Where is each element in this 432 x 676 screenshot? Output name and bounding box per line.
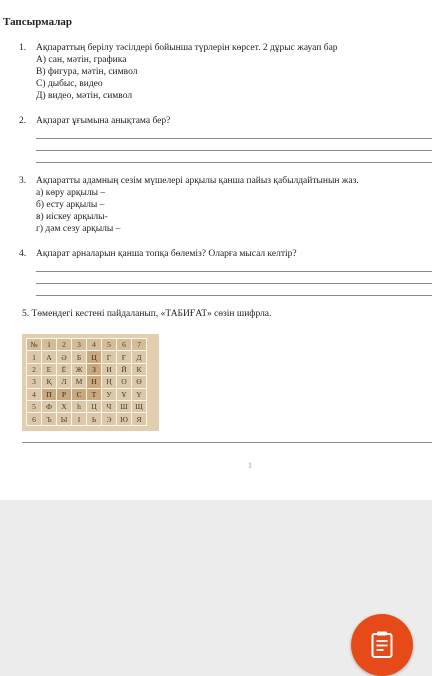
- header-cell: 2: [57, 339, 72, 351]
- cipher-table: [26, 338, 147, 426]
- table-cell: Л: [57, 376, 72, 388]
- table-cell: И: [102, 363, 117, 375]
- answer-line[interactable]: [36, 283, 432, 284]
- header-cell: №: [27, 339, 42, 351]
- table-cell: К: [132, 363, 147, 375]
- option-a: А) сан, мәтін, графика: [36, 55, 127, 65]
- table-cell: Ы: [57, 413, 72, 425]
- table-cell: Ш: [117, 400, 132, 412]
- question-number: 4.: [19, 249, 27, 259]
- table-cell: 3: [27, 376, 42, 388]
- header-cell: 5: [102, 339, 117, 351]
- option-c: С) дыбыс, видео: [36, 79, 103, 89]
- question-5: 5. Төмендегі кестені пайдаланып, «ТАБИҒАТ» сөзін шифрла.: [22, 309, 272, 319]
- table-cell: Ъ: [42, 413, 57, 425]
- table-cell: 6: [27, 413, 42, 425]
- answer-line[interactable]: [22, 442, 432, 443]
- table-row: [27, 388, 147, 400]
- option-b: б) есту арқылы –: [36, 200, 105, 210]
- header-cell: 3: [72, 339, 87, 351]
- table-cell: Ө: [132, 376, 147, 388]
- question-text: Ақпарат арналарын қанша топқа бөлеміз? Оларға мысал келтір?: [36, 249, 297, 259]
- table-cell: Ч: [102, 400, 117, 412]
- answer-line[interactable]: [36, 271, 432, 272]
- document-fab-button[interactable]: [351, 614, 413, 676]
- table-cell: 2: [27, 363, 42, 375]
- table-cell: У: [102, 388, 117, 400]
- table-row: [27, 400, 147, 412]
- question-text: Ақпарат ұғымына анықтама бер?: [36, 116, 171, 126]
- table-cell: Ғ: [117, 351, 132, 363]
- table-cell: 4: [27, 388, 42, 400]
- table-cell: Ү: [132, 388, 147, 400]
- table-cell: 5: [27, 400, 42, 412]
- answer-line[interactable]: [36, 162, 432, 163]
- page-title: Тапсырмалар: [3, 16, 72, 28]
- answer-line[interactable]: [36, 295, 432, 296]
- table-cell: Ж: [72, 363, 87, 375]
- table-cell: Т: [87, 388, 102, 400]
- option-a: а) көру арқылы –: [36, 188, 106, 198]
- table-cell: Э: [102, 413, 117, 425]
- document-icon: [371, 631, 393, 659]
- table-row: [27, 363, 147, 375]
- option-b: В) фигура, мәтін, символ: [36, 67, 138, 77]
- table-cell: Ң: [102, 376, 117, 388]
- header-cell: 6: [117, 339, 132, 351]
- table-cell: Я: [132, 413, 147, 425]
- table-cell: І: [72, 413, 87, 425]
- table-cell: Ь: [87, 413, 102, 425]
- table-cell: Й: [117, 363, 132, 375]
- table-cell: Е: [42, 363, 57, 375]
- question-number: 3.: [19, 176, 27, 186]
- option-c: в) иіскеу арқылы-: [36, 212, 108, 222]
- table-cell: А: [42, 351, 57, 363]
- table-header-row: [27, 339, 147, 351]
- table-cell: Щ: [132, 400, 147, 412]
- question-number: 1.: [19, 43, 27, 53]
- table-cell: 1: [27, 351, 42, 363]
- table-cell: Ф: [42, 400, 57, 412]
- header-cell: 4: [87, 339, 102, 351]
- header-cell: 7: [132, 339, 147, 351]
- table-cell: һ: [72, 400, 87, 412]
- table-cell: Қ: [42, 376, 57, 388]
- table-row: [27, 376, 147, 388]
- option-d: г) дәм сезу арқылы –: [36, 224, 121, 234]
- table-cell: Р: [57, 388, 72, 400]
- table-cell: Д: [132, 351, 147, 363]
- table-cell: Х: [57, 400, 72, 412]
- table-row: [27, 351, 147, 363]
- table-cell: О: [117, 376, 132, 388]
- answer-line[interactable]: [36, 150, 432, 151]
- table-cell: Ц: [87, 400, 102, 412]
- table-cell: М: [72, 376, 87, 388]
- table-cell: Ұ: [117, 388, 132, 400]
- table-row: [27, 413, 147, 425]
- cipher-table-image: [22, 334, 159, 431]
- question-number: 2.: [19, 116, 27, 126]
- page-number: 1: [248, 461, 252, 470]
- table-cell: Ә: [57, 351, 72, 363]
- header-cell: 1: [42, 339, 57, 351]
- table-cell: П: [42, 388, 57, 400]
- answer-line[interactable]: [36, 138, 432, 139]
- question-text: Ақпараттың берілу тәсілдері бойынша түрлерін көрсет. 2 дұрыс жауап бар: [36, 43, 338, 53]
- table-cell: Н: [87, 376, 102, 388]
- table-cell: С: [72, 388, 87, 400]
- table-cell: Г: [102, 351, 117, 363]
- table-cell: Ю: [117, 413, 132, 425]
- table-cell: Ц: [87, 351, 102, 363]
- table-cell: Ё: [57, 363, 72, 375]
- table-cell: Б: [72, 351, 87, 363]
- option-d: Д) видео, мәтін, символ: [36, 91, 133, 101]
- question-text: Ақпаратты адамның сезім мүшелері арқылы қанша пайыз қабылдайтынын жаз.: [36, 176, 359, 186]
- table-cell: З: [87, 363, 102, 375]
